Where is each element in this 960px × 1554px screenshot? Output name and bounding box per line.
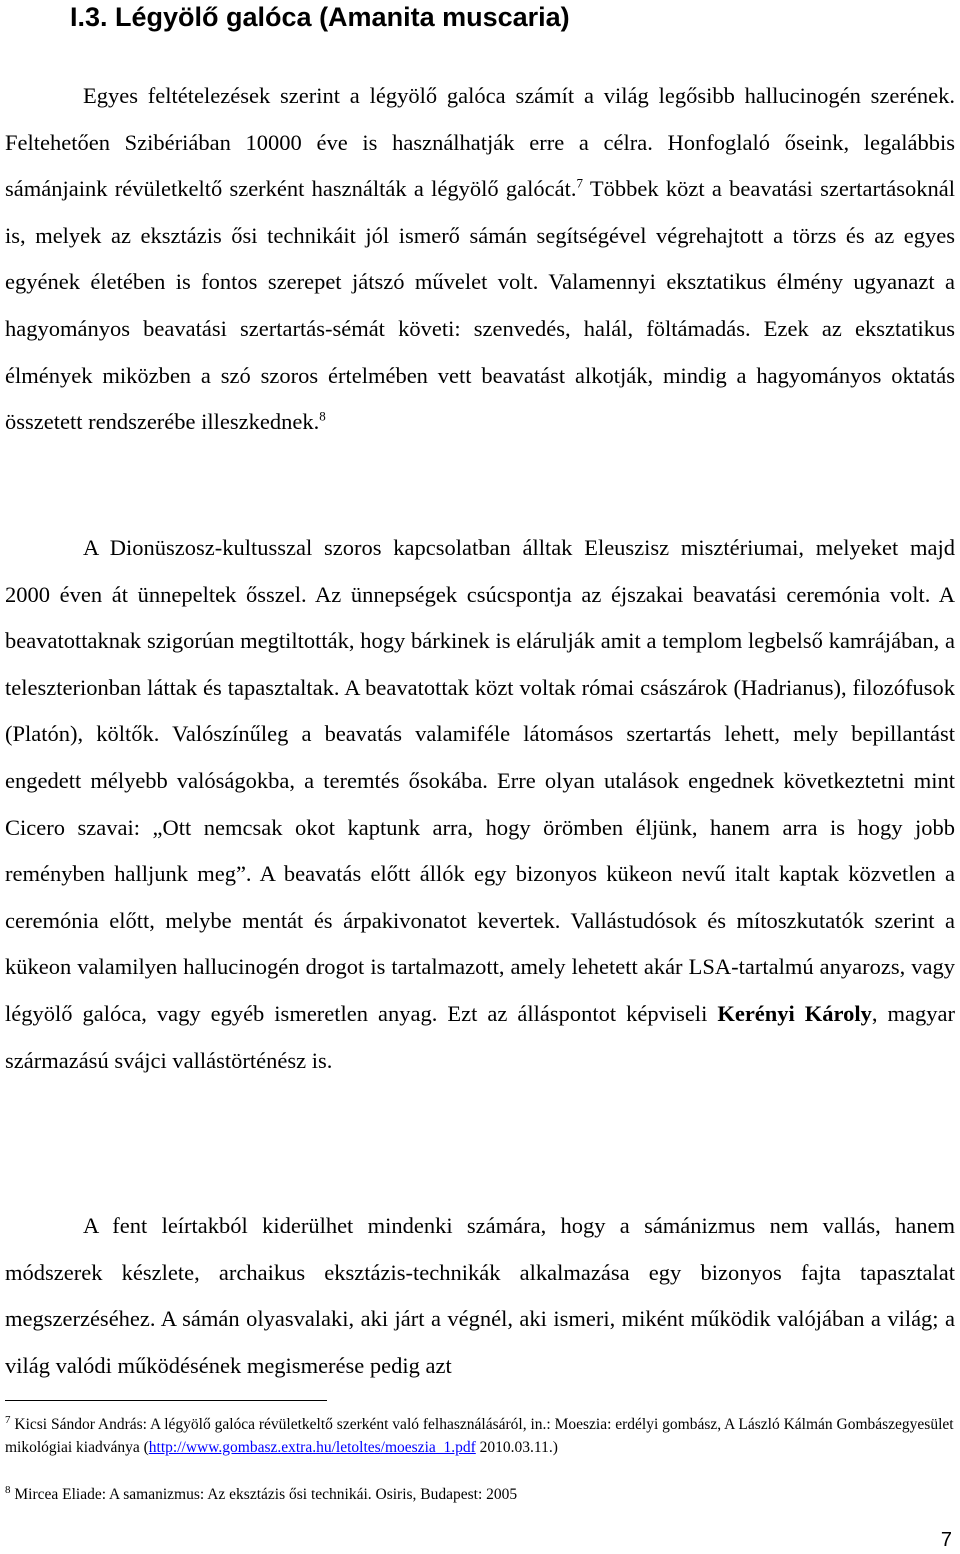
- footnote-8: [5, 1483, 955, 1506]
- paragraph-3: [5, 1203, 955, 1389]
- paragraph-2-text-a: A Dionüszosz-kultusszal szoros kapcsolatban álltak Eleuszisz misztériumai, melyeket majd 2000 éven át ünnepeltek ősszel. Az ünnepségek csúcspontja az éjszakai beavatási ceremónia volt. A beavatottaknak szigorúan megtiltották, hogy bárkinek is elárulják amit a templom legbelső kamrájában, a teleszterionban láttak és tapasztaltak. A beavatottak közt voltak római császárok (Hadrianus), filozófusok (Platón), költők. Valószínűleg a beavatás valamiféle látomásos szertartás lehett, mely bepillantást engedett mélyebb valóságokba, a teremtés ősokába. Erre olyan utalások engednek következtetni mint Cicero szavai: „Ott nemcsak okot kaptunk arra, hogy örömben éljünk, hanem arra is hogy jobb reményben halljunk meg”. A beavatás előtt állók egy bizonyos kükeon nevű italt kaptak közvetlen a ceremónia előtt, melybe mentát és árpakivonatot kevertek. Vallástudósok és mítoszkutatók szerint a kükeon valamilyen hallucinogén drogot is tartalmazott, amely lehetett akár LSA-tartalmú anyarozs, vagy légyölő galóca, vagy egyéb ismeretlen anyag. Ezt az álláspontot képviseli: [5, 535, 955, 1026]
- paragraph-2-bold-name: Kerényi Károly: [717, 1000, 872, 1026]
- paragraph-1: [5, 73, 955, 446]
- footnote-7-date: 2010.03.11.): [475, 1439, 558, 1456]
- paragraph-3-text: A fent leírtakból kiderülhet mindenki számára, hogy a sámánizmus nem vallás, hanem módszerek készlete, archaikus eksztázis-technikák alkalmazása egy bizonyos fajta tapasztalat megszerzéséhez. A sámán olyasvalaki, aki járt a végnél, aki ismeri, miként működik valójában a világ; a világ valódi működésének megismerése pedig azt: [5, 1213, 955, 1378]
- footnote-ref-8[interactable]: 8: [319, 408, 326, 424]
- footnote-8-number: 8: [5, 1483, 11, 1496]
- paragraph-2-text-b: , magyar származású svájci vallástörténész is.: [5, 1000, 956, 1073]
- section-heading: I.3. Légyölő galóca (Amanita muscaria): [70, 2, 570, 32]
- footnote-8-text: Mircea Eliade: A samanizmus: Az eksztázis ősi technikái. Osiris, Budapest: 2005: [10, 1486, 518, 1503]
- footnote-7-number: 7: [5, 1413, 11, 1426]
- footnote-separator: [5, 1400, 327, 1401]
- footnote-7-link[interactable]: http://www.gombasz.extra.hu/letoltes/moeszia_1.pdf: [148, 1439, 476, 1456]
- footnote-ref-7[interactable]: 7: [576, 175, 583, 191]
- footnote-7-text: Kicsi Sándor András: A légyölő galóca révületkeltő szerként való felhasználásáról, in.: Moeszia: erdélyi gombász, A László Kálmán Gombászegyesület mikológiai kiadványa (: [5, 1416, 954, 1456]
- footnote-7: [5, 1413, 955, 1459]
- paragraph-1-text-a: Egyes feltételezések szerint a légyölő galóca számít a világ legősibb hallucinogén szerének. Feltehetően Szibériában 10000 éve is használhatják erre a célra. Honfoglaló őseink, legalábbis sámánjaink révületkeltő szerként használták a légyölő galócát.: [5, 83, 955, 202]
- paragraph-1-text-b: Többek közt a beavatási szertartásoknál is, melyek az eksztázis ősi technikáit jól ismerő sámán segítségével végrehajtott a törzs és az egyes egyének életében is fontos szerepet játszó művelet volt. Valamennyi eksztatikus élmény ugyanazt a hagyományos beavatási szertartás-sémát követi: szenvedés, halál, föltámadás. Ezek az eksztatikus élmények miközben a szó szoros értelmében vett beavatást alkotják, mindig a hagyományos oktatás összetett rendszerébe illeszkednek.: [5, 176, 956, 435]
- paragraph-2: [5, 525, 955, 1084]
- page-number: 7: [940, 1529, 952, 1551]
